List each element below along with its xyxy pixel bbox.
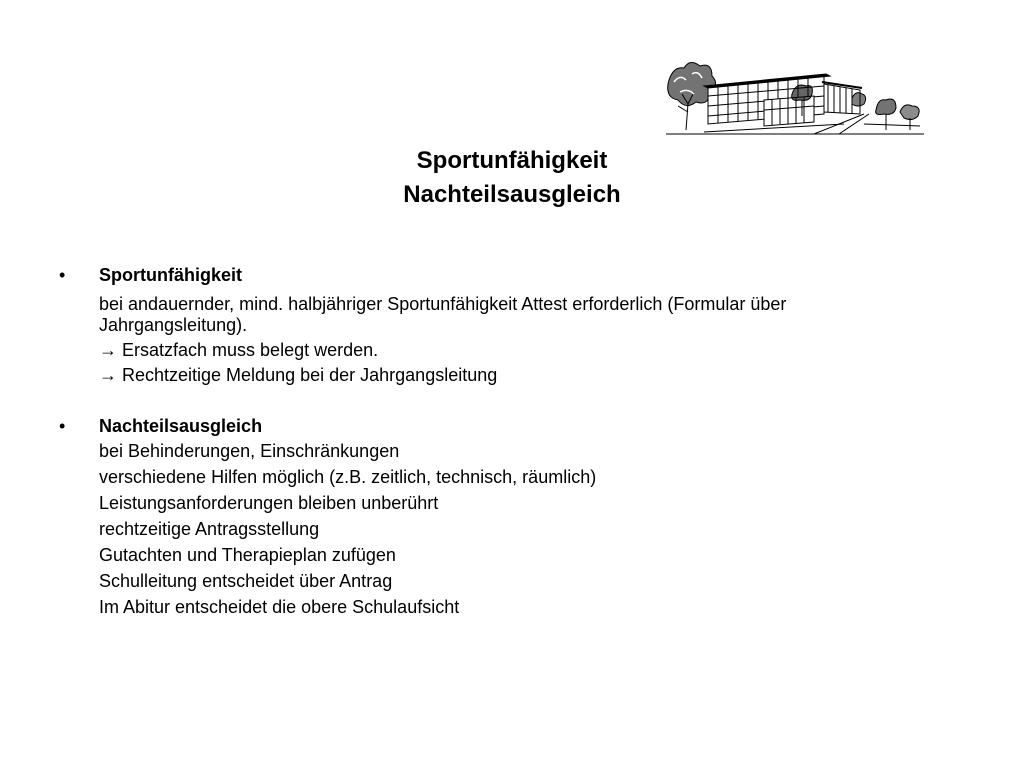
text-line: bei Behinderungen, Einschränkungen	[99, 441, 400, 461]
section-heading: Nachteilsausgleich	[99, 416, 263, 436]
text-line: → Rechtzeitige Meldung bei der Jahrgangsleitung	[99, 365, 498, 385]
text-line: Leistungsanforderungen bleiben unberührt	[99, 493, 439, 513]
text-line: bei andauernder, mind. halbjähriger Sportunfähigkeit Attest erforderlich (Formular über	[99, 294, 787, 314]
bullet-marker: •	[59, 416, 66, 436]
text-line: Schulleitung entscheidet über Antrag	[99, 571, 393, 591]
text-line: Gutachten und Therapieplan zufügen	[99, 545, 396, 565]
bullet-marker: •	[59, 265, 66, 285]
section-heading: Sportunfähigkeit	[99, 265, 242, 285]
school-building-sketch-logo	[664, 54, 926, 138]
text-line: → Ersatzfach muss belegt werden.	[99, 340, 379, 360]
title-line-2: Nachteilsausgleich	[403, 181, 621, 208]
title-line-1: Sportunfähigkeit	[416, 147, 608, 174]
slide-title	[0, 144, 1024, 212]
text-line: rechtzeitige Antragsstellung	[99, 519, 320, 539]
text-line: Jahrgangsleitung).	[99, 315, 248, 335]
text-line: verschiedene Hilfen möglich (z.B. zeitlich, technisch, räumlich)	[99, 467, 597, 487]
text-line: Im Abitur entscheidet die obere Schulaufsicht	[99, 597, 460, 617]
